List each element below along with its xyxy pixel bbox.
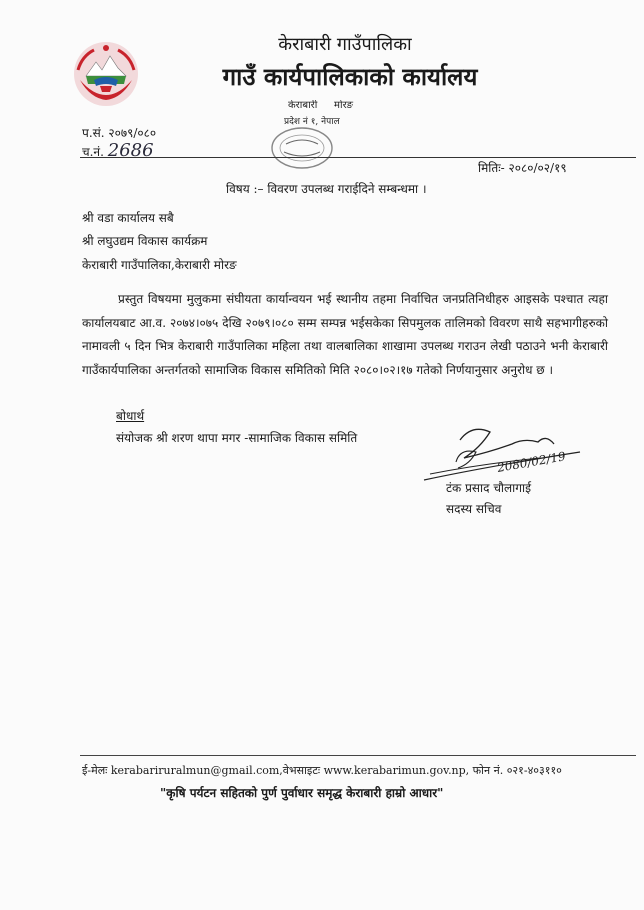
addressee-line: श्री लघुउद्यम विकास कार्यक्रम [82, 234, 208, 248]
stamp-line-3: प्रदेश नं १, नेपाल [284, 117, 340, 127]
letter-number-value: २०७९/०८० [108, 126, 157, 140]
cc-item: संयोजक श्री शरण थापा मगर -सामाजिक विकास समिति [116, 431, 358, 445]
nepal-emblem-logo [72, 40, 140, 108]
letter-date [478, 159, 567, 176]
cc-heading: बोधार्थ [116, 409, 145, 423]
stamp-line-2: मोरङ [334, 100, 354, 111]
signature-date: 2080/02/19 [496, 449, 567, 475]
dispatch-number-value: 2686 [107, 140, 154, 161]
addressee-line: केराबारी गाउँपालिका,केराबारी मोरङ [82, 258, 237, 272]
municipality-name: केराबारी गाउँपालिका [278, 34, 412, 55]
footer-contact: ई-मेलः kerabariruralmun@gmail.com,वेभसाइटः www.kerabarimun.gov.np, फोन नं. ०२१-४०३११० [82, 764, 562, 777]
letter-number [82, 124, 156, 141]
footer-divider [80, 755, 636, 756]
dispatch-number-label: च.नं. [82, 145, 104, 159]
letter-subject: विषय :– विवरण उपलब्ध गराईदिने सम्बन्धमा । [226, 182, 427, 196]
signer-name: टंक प्रसाद चौलागाई [446, 481, 532, 495]
footer-slogan: "कृषि पर्यटन सहितको पुर्ण पुर्वाधार समृद्ध केराबारी हाम्रो आधार" [160, 786, 444, 800]
header-divider [80, 157, 636, 158]
date-value: २०८०/०२/१९ [508, 161, 567, 175]
addressee-line: श्री वडा कार्यालय सबै [82, 211, 174, 225]
letter-number-label: प.सं. [82, 126, 105, 140]
office-stamp [266, 100, 376, 170]
office-title: गाउँ कार्यपालिकाको कार्यालय [222, 62, 478, 91]
letter-body: प्रस्तुत विषयमा मुलुकमा संघीयता कार्यान्वयन भई स्थानीय तहमा निर्वाचित जनप्रतिनिधीहरु आइसके पश्चात त्यहा कार्यालयबाट आ.व. २०७४।०७५ देखि २०७९।०८० सम्म सम्पन्न भईसकेका सिपमुलक तालिमको विवरण साथै सहभागीहरुको नामावली ५ दिन भित्र केराबारी गाउँपालिका महिला तथा वालबालिका शाखामा उपलब्ध गराउन लेखी पठाउने भनी केराबारी गाउँकार्यपालिका अन्तर्गतको सामाजिक विकास समितिको मिति २०८०।०२।१७ गतेको निर्णयानुसार अनुरोध छ । [82, 292, 608, 377]
handwritten-signature [420, 418, 600, 488]
stamp-line-1: केराबारी [288, 100, 318, 111]
signer-title: सदस्य सचिव [446, 502, 502, 516]
date-label: मितिः- [478, 161, 505, 175]
